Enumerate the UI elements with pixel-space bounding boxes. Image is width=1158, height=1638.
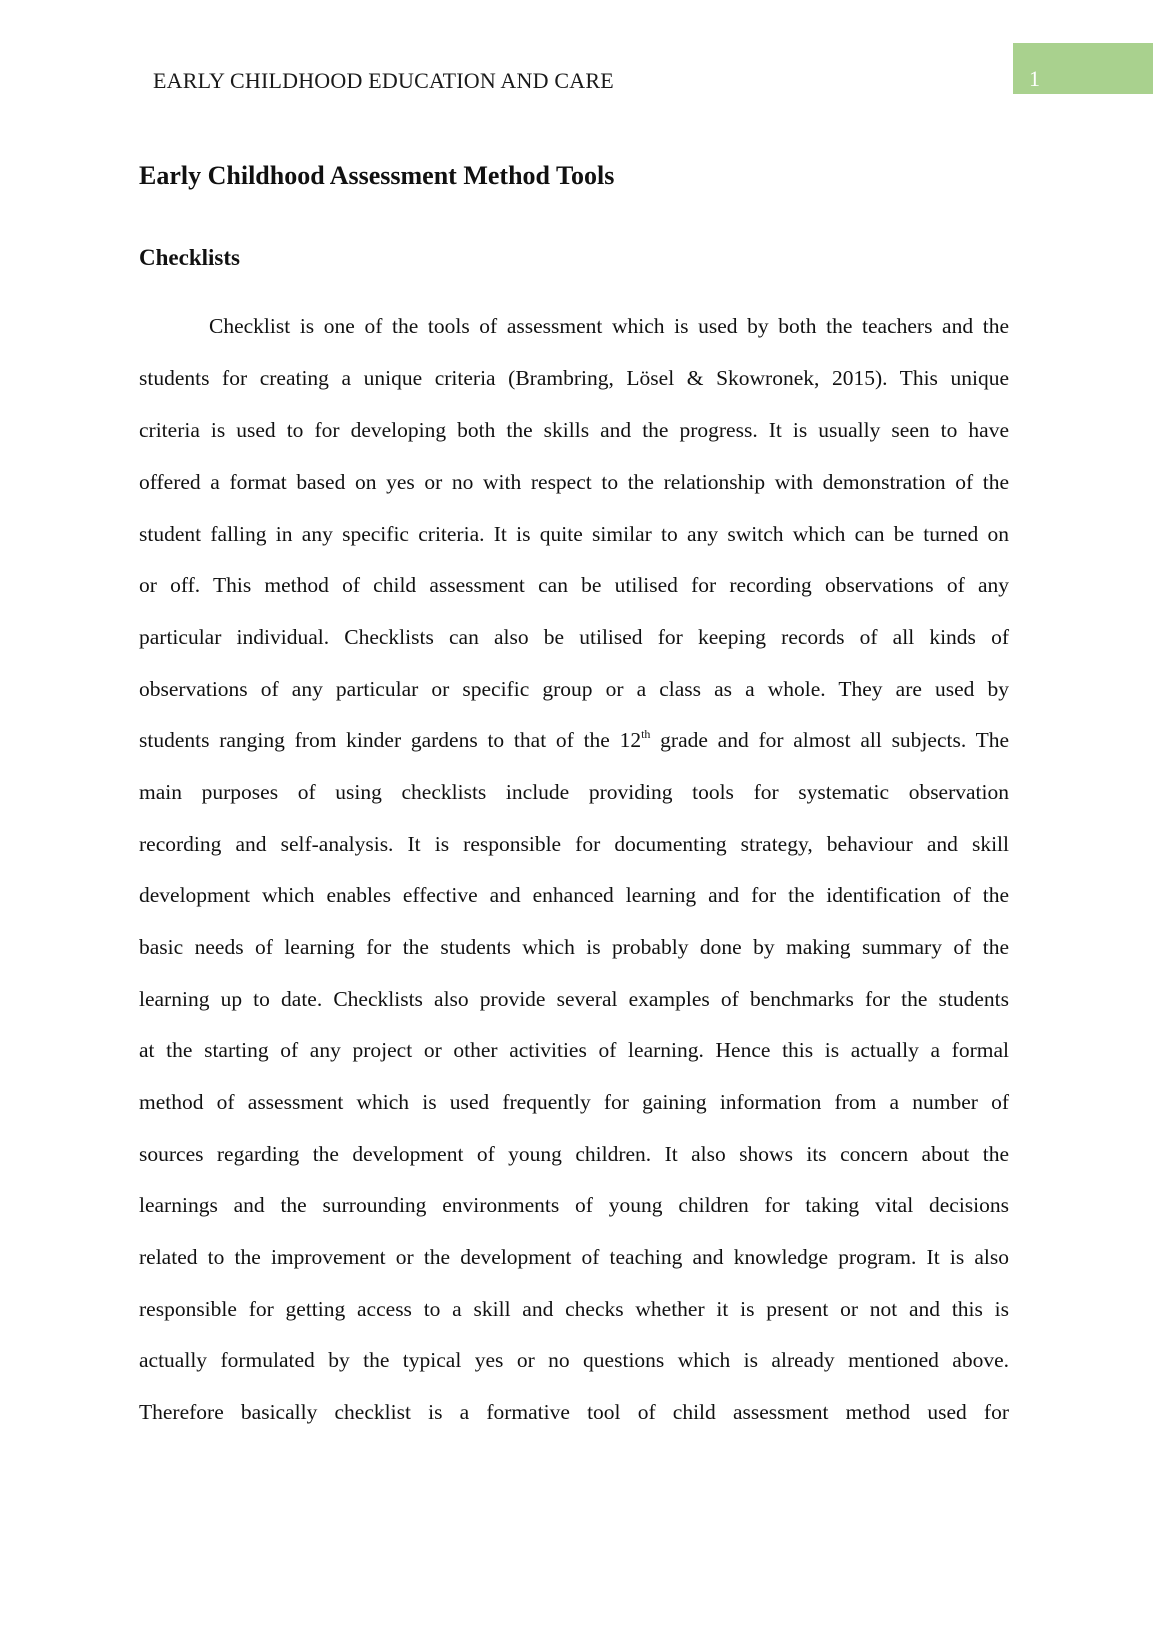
page-number: 1	[1029, 66, 1040, 91]
paragraph-line: learnings and the surrounding environments of young children for taking vital decisions	[139, 1193, 1009, 1217]
paragraph-line: recording and self-analysis. It is responsible for documenting strategy, behaviour and skill	[139, 832, 1009, 856]
paragraph-line: Checklist is one of the tools of assessment which is used by both the teachers and the	[209, 314, 1009, 338]
ordinal-superscript: th	[641, 727, 651, 741]
paragraph-line: offered a format based on yes or no with respect to the relationship with demonstration of the	[139, 470, 1009, 494]
ordinal-line-after: grade and for almost all subjects. The	[650, 728, 1009, 752]
page-number-badge	[1013, 43, 1153, 94]
paragraph-line: or off. This method of child assessment can be utilised for recording observations of any	[139, 573, 1009, 597]
paragraph-line: related to the improvement or the development of teaching and knowledge program. It is also	[139, 1245, 1009, 1269]
running-head: EARLY CHILDHOOD EDUCATION AND CARE	[153, 68, 614, 93]
paragraph-line: responsible for getting access to a skill and checks whether it is present or not and this is	[139, 1297, 1009, 1321]
paragraph-line: actually formulated by the typical yes or no questions which is already mentioned above.	[139, 1348, 1009, 1372]
paragraph-line: observations of any particular or specific group or a class as a whole. They are used by	[139, 677, 1009, 701]
paragraph-line: students for creating a unique criteria (Brambring, Lösel & Skowronek, 2015). This unique	[139, 366, 1009, 390]
paragraph-line: at the starting of any project or other activities of learning. Hence this is actually a formal	[139, 1038, 1009, 1062]
document-title: Early Childhood Assessment Method Tools	[139, 161, 615, 190]
paragraph-line-ordinal	[139, 727, 1009, 753]
paragraph-line: development which enables effective and enhanced learning and for the identification of the	[139, 883, 1009, 907]
paragraph-line: criteria is used to for developing both the skills and the progress. It is usually seen to have	[139, 418, 1009, 442]
paragraph-line: method of assessment which is used frequently for gaining information from a number of	[139, 1090, 1009, 1114]
paragraph-line: learning up to date. Checklists also provide several examples of benchmarks for the students	[139, 987, 1009, 1011]
ordinal-line-before: students ranging from kinder gardens to that of the 12	[139, 728, 642, 752]
paragraph-line: main purposes of using checklists include providing tools for systematic observation	[139, 780, 1009, 804]
paragraph-line: Therefore basically checklist is a formative tool of child assessment method used for	[139, 1400, 1009, 1424]
section-heading: Checklists	[139, 245, 240, 270]
paragraph-line: particular individual. Checklists can also be utilised for keeping records of all kinds of	[139, 625, 1009, 649]
paragraph-line: basic needs of learning for the students which is probably done by making summary of the	[139, 935, 1009, 959]
paragraph-line: sources regarding the development of young children. It also shows its concern about the	[139, 1142, 1009, 1166]
paragraph-line: student falling in any specific criteria. It is quite similar to any switch which can be turned on	[139, 522, 1009, 546]
